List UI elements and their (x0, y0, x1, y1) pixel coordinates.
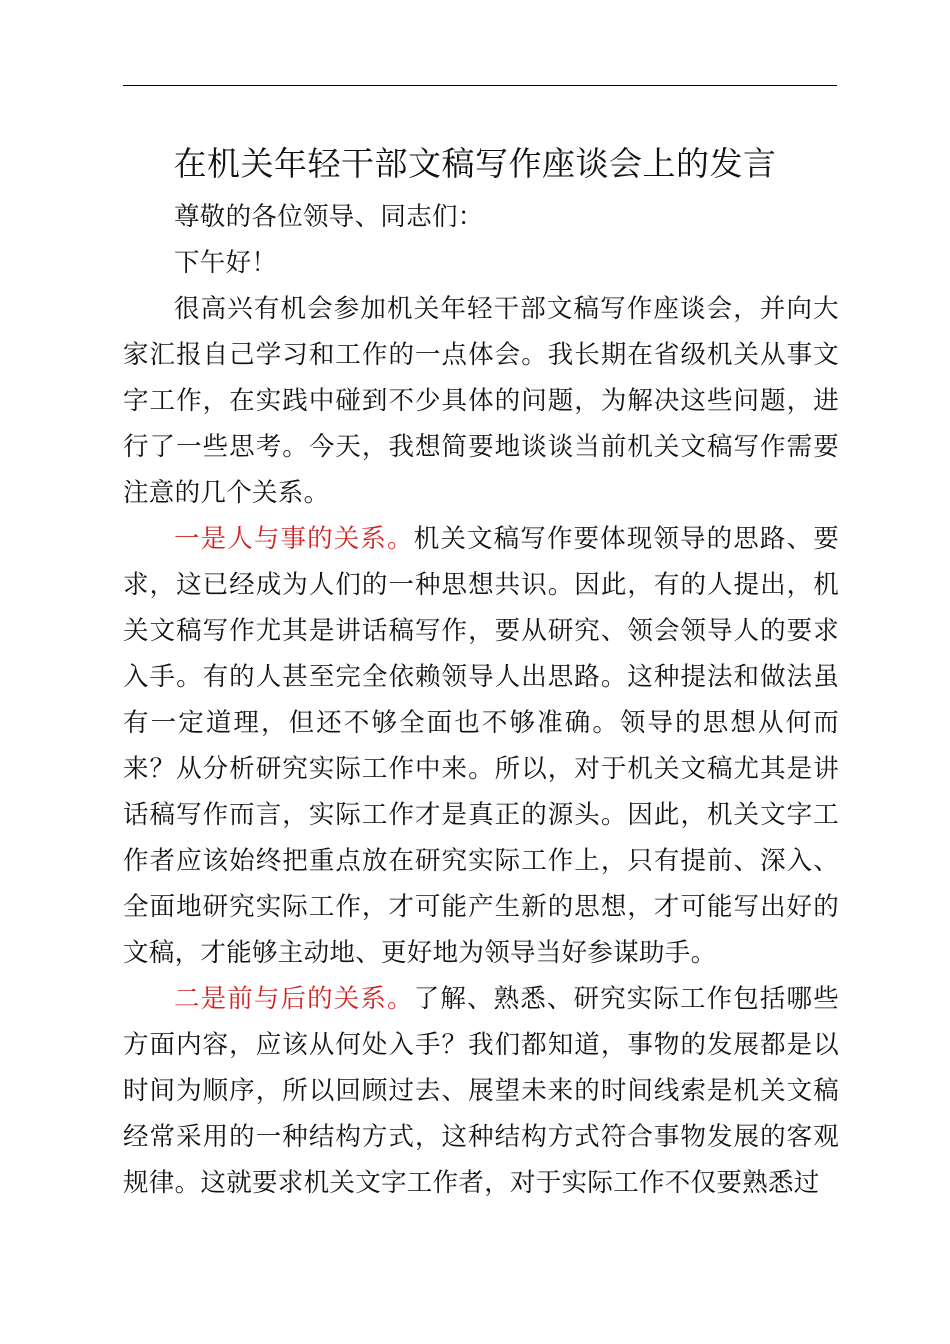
section-heading-2: 二是前与后的关系。 (174, 984, 414, 1014)
section-heading-1: 一是人与事的关系。 (174, 524, 414, 554)
section-text-2: 了解、熟悉、研究实际工作包括哪些方面内容，应该从何处入手？我们都知道，事物的发展都是以时间为顺序，所以回顾过去、展望未来的时间线索是机关文稿经常采用的一种结构方式，这种结构方式符合事物发展的客观规律。这就要求机关文字工作者，对于实际工作不仅要熟悉过 (123, 984, 839, 1198)
section-paragraph-2 (123, 976, 839, 1206)
intro-paragraph: 很高兴有机会参加机关年轻干部文稿写作座谈会，并向大家汇报自己学习和工作的一点体会。我长期在省级机关从事文字工作，在实践中碰到不少具体的问题，为解决这些问题，进行了一些思考。今天，我想简要地谈谈当前机关文稿写作需要注意的几个关系。 (123, 294, 839, 508)
document-title: 在机关年轻干部文稿写作座谈会上的发言 (173, 144, 777, 183)
section-text-1: 机关文稿写作要体现领导的思路、要求，这已经成为人们的一种思想共识。因此，有的人提出，机关文稿写作尤其是讲话稿写作，要从研究、领会领导人的要求入手。有的人甚至完全依赖领导人出思路。这种提法和做法虽有一定道理，但还不够全面也不够准确。领导的思想从何而来？从分析研究实际工作中来。所以，对于机关文稿尤其是讲话稿写作而言，实际工作才是真正的源头。因此，机关文字工作者应该始终把重点放在研究实际工作上，只有提前、深入、全面地研究实际工作，才可能产生新的思想，才可能写出好的文稿，才能够主动地、更好地为领导当好参谋助手。 (123, 524, 839, 968)
greeting: 下午好！ (174, 248, 278, 278)
section-paragraph-1 (123, 516, 839, 976)
salutation: 尊敬的各位领导、同志们： (174, 202, 484, 232)
document-body (123, 194, 839, 1206)
header-rule (123, 85, 837, 86)
